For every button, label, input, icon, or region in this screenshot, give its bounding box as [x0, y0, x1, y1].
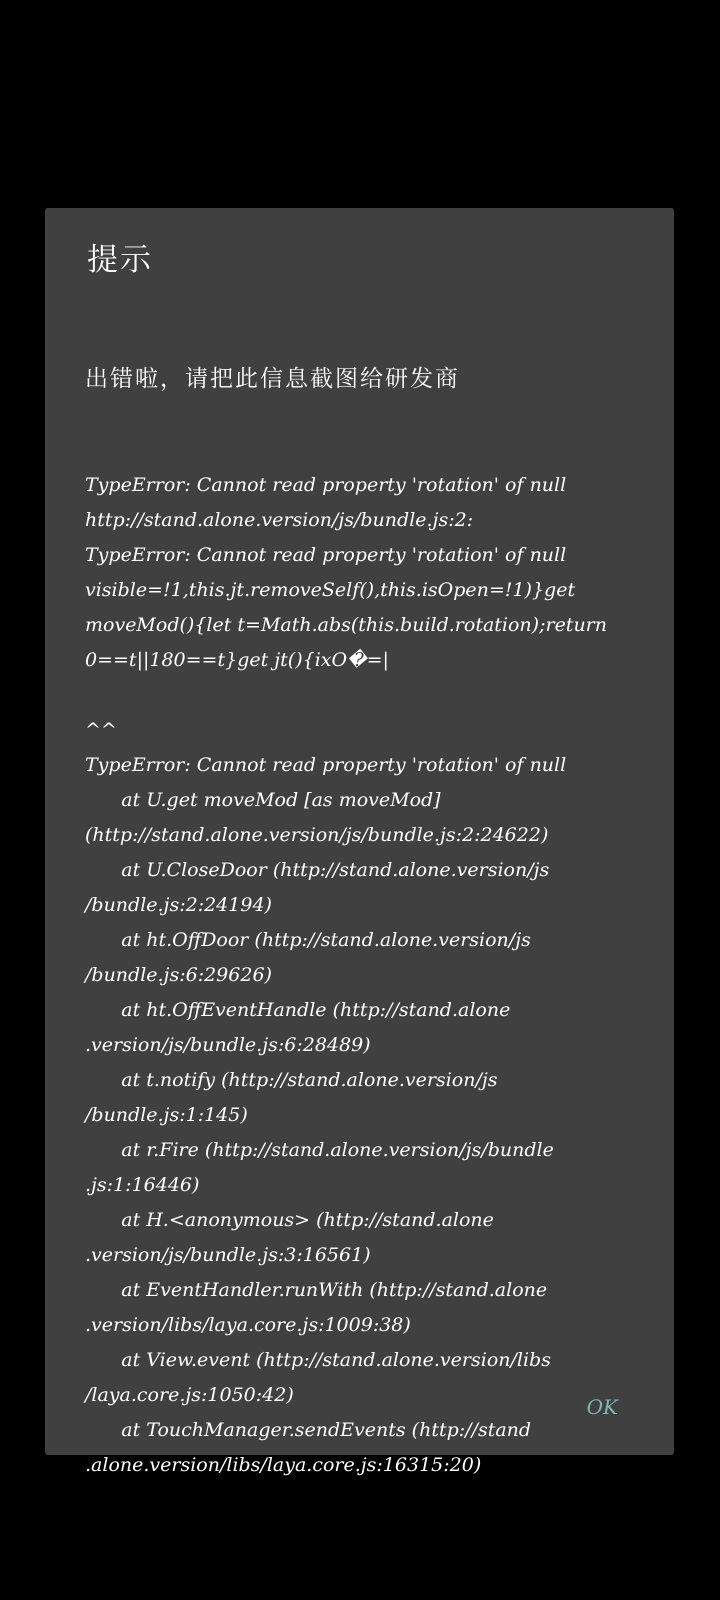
error-dialog — [45, 208, 674, 1476]
error-headline: 出错啦，请把此信息截图给研发商 — [85, 366, 460, 392]
ok-button[interactable]: OK — [586, 1395, 618, 1419]
error-stack-trace: TypeError: Cannot read property 'rotation' of null http://stand.alone.version/js/bundle.js:2: TypeError: Cannot read property 'rotation' of null visible=!1,this.jt.removeSelf(),this.isOpen=!1)}get moveMod(){let t=Math.abs(this.build.rotation);return 0==t||180==t}get jt(){ixO�=| ^^ TypeError: Cannot read property 'rotation' of null at U.get moveMod [as moveMod] (http://stand.alone.version/js/bundle.js:2:24622) at U.CloseDoor (http://stand.alone.version/js /bundle.js:2:24194) at ht.OffDoor (http://stand.alone.version/js /bundle.js:6:29626) at ht.OffEventHandle (http://stand.alone .version/js/bundle.js:6:28489) at t.notify (http://stand.alone.version/js /bundle.js:1:145) at r.Fire (http://stand.alone.version/js/bundle .js:1:16446) at H.<anonymous> (http://stand.alone .version/js/bundle.js:3:16561) at EventHandler.runWith (http://stand.alone .version/libs/laya.core.js:1009:38) at View.event (http://stand.alone.version/libs /laya.core.js:1050:42) at TouchManager.sendEvents (http://stand .alone.version/libs/laya.core.js:16315:20) — [85, 474, 607, 1476]
dialog-title: 提示 — [87, 242, 153, 278]
dialog-body — [85, 290, 675, 1553]
